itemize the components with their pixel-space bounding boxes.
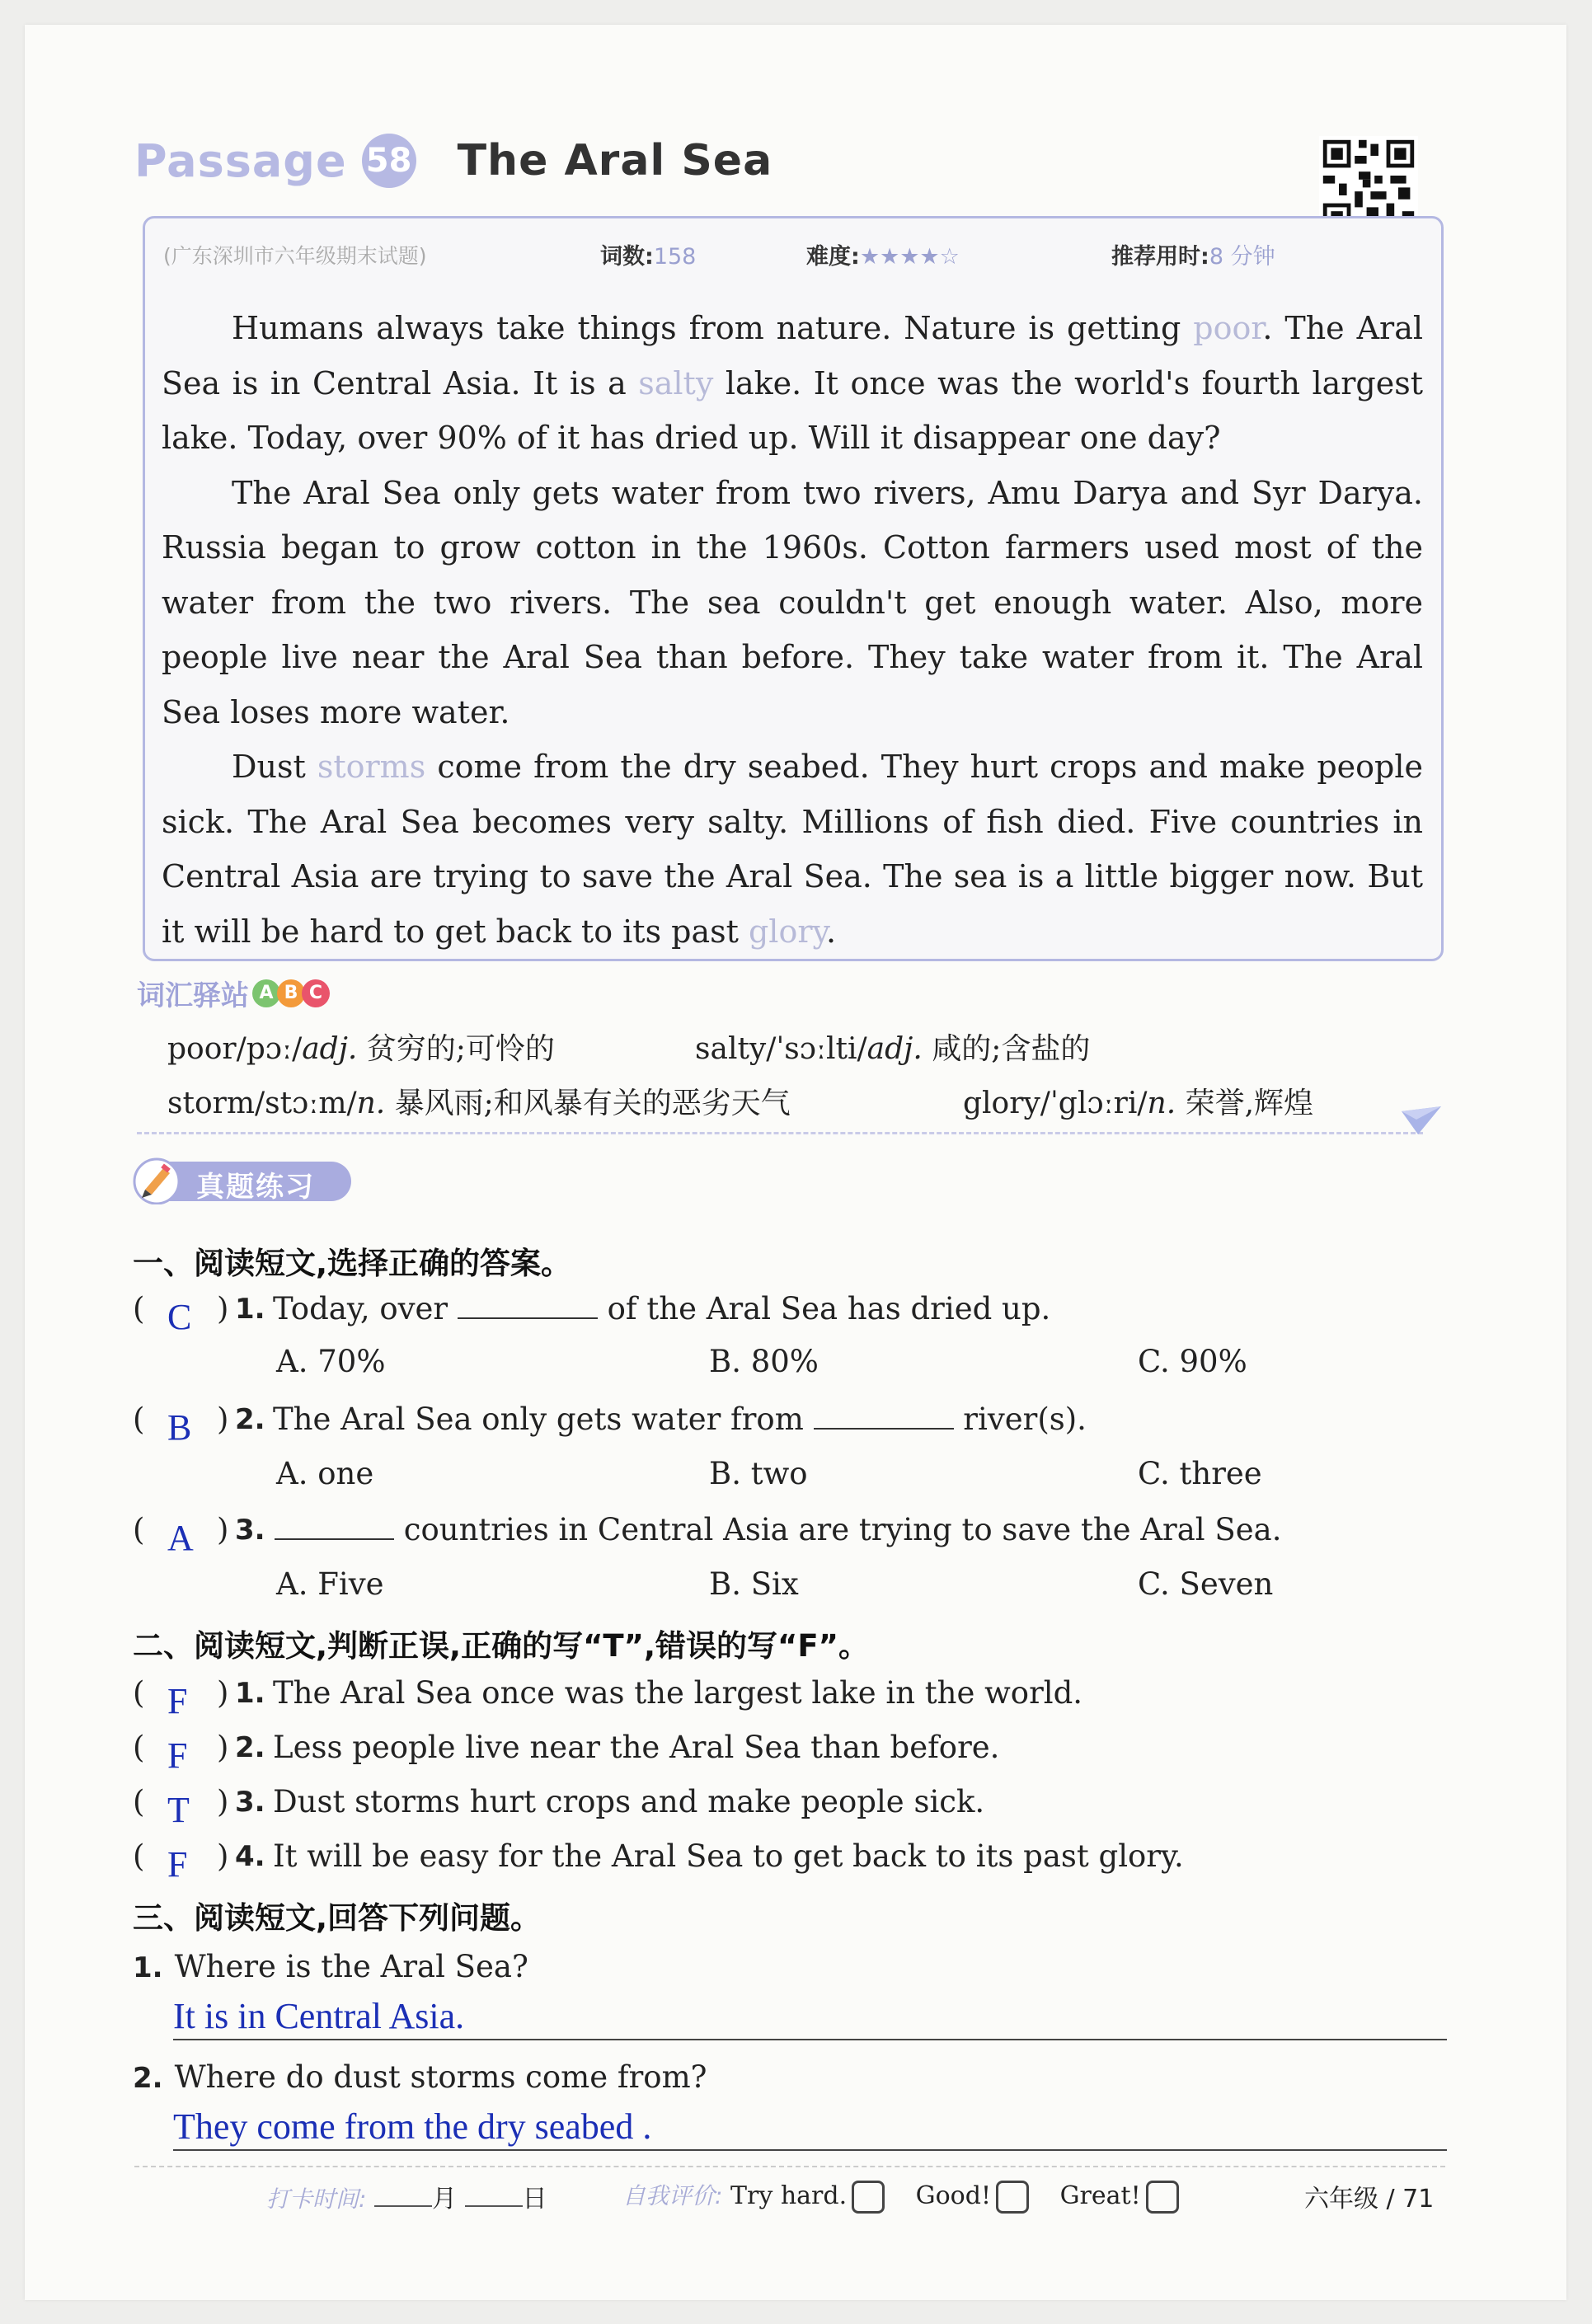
answer-blank[interactable] (814, 1403, 954, 1430)
answer-line (173, 2039, 1447, 2040)
option-a[interactable]: A. Five (276, 1566, 384, 1602)
worksheet-page (25, 25, 1566, 2300)
word-count: 词数:158 (600, 244, 697, 270)
passage-header (134, 124, 773, 198)
difficulty: 难度:★★★★☆ (806, 244, 960, 270)
answer-letter[interactable]: F (167, 1681, 188, 1721)
try-hard-checkbox[interactable] (852, 2181, 885, 2214)
mc-options-3 (276, 1566, 1430, 1616)
section1-title: 一、阅读短文,选择正确的答案。 (133, 1246, 572, 1281)
month-blank[interactable] (374, 2185, 432, 2207)
abc-icon: A B C (256, 979, 330, 1007)
grade-page-number: 六年级 / 71 (1304, 2185, 1435, 2214)
mc-question-2: ( B ) 2. The Aral Sea only gets water from river(s). (133, 1401, 1087, 1448)
recommended-time: 推荐用时:8 分钟 (1111, 244, 1275, 270)
vocab-highlight: glory (748, 913, 826, 950)
paper-plane-icon (1402, 1106, 1441, 1136)
answer-letter[interactable]: C (167, 1297, 192, 1337)
tf-question-3: ( T ) 3. Dust storms hurt crops and make people sick. (133, 1784, 985, 1830)
option-a[interactable]: A. one (276, 1456, 374, 1491)
passage-number-badge: 58 (362, 134, 416, 188)
tf-question-1: ( F ) 1. The Aral Sea once was the largest lake in the world. (133, 1675, 1083, 1721)
option-b[interactable]: B. two (709, 1456, 808, 1491)
vocab-list (167, 1022, 1404, 1131)
tf-question-4: ( F ) 4. It will be easy for the Aral Sea to get back to its past glory. (133, 1838, 1184, 1885)
open-question-1: 1. Where is the Aral Sea? (133, 1949, 528, 1984)
checkin-time: 打卡时间: 月 日 (266, 2185, 547, 2214)
answer-letter[interactable]: F (167, 1735, 188, 1776)
passage-meta (163, 233, 1326, 273)
answer-blank[interactable] (275, 1514, 394, 1540)
section2-title: 二、阅读短文,判断正误,正确的写“T”,错误的写“F”。 (133, 1628, 869, 1664)
answer-letter[interactable]: F (167, 1844, 188, 1885)
option-c[interactable]: C. Seven (1138, 1566, 1274, 1602)
passage-text (162, 301, 1423, 959)
paragraph-3: Dust storms come from the dry seabed. They hurt crops and make people sick. The Aral Sea becomes very salty. Millions of fish died. Five countries in Central Asia are trying to save the Aral Sea. The sea is a little bigger now. But it will be hard to get back to its past glory. (162, 749, 1424, 950)
option-b[interactable]: B. 80% (709, 1344, 819, 1379)
vocab-highlight: poor (1193, 310, 1263, 346)
great-checkbox[interactable] (1146, 2181, 1179, 2214)
answer-letter[interactable]: B (167, 1407, 192, 1448)
vocab-divider (137, 1132, 1423, 1134)
passage-label: Passage (134, 134, 347, 187)
source-label: (广东深圳市六年级期末试题) (163, 244, 427, 268)
practice-badge-label: 真题练习 (196, 1171, 315, 1204)
mc-question-1: ( C ) 1. Today, over of the Aral Sea has dried up. (133, 1291, 1051, 1337)
vocab-item: glory/ˈglɔːri/n. 荣誉,辉煌 (963, 1087, 1314, 1120)
vocab-item: salty/ˈsɔːlti/adj. 咸的;含盐的 (695, 1032, 1091, 1066)
good-checkbox[interactable] (996, 2181, 1029, 2214)
option-b[interactable]: B. Six (709, 1566, 799, 1602)
paragraph-1: Humans always take things from nature. Nature is getting poor. The Aral Sea is in Central Asia. It is a salty lake. It once was the world's fourth largest lake. Today, over 90% of it has dried up. Will it disappear one day? (162, 310, 1424, 456)
mc-options-1 (276, 1344, 1430, 1393)
vocab-highlight: salty (638, 364, 714, 401)
open-answer-2[interactable]: They come from the dry seabed . (173, 2106, 652, 2147)
open-answer-1[interactable]: It is in Central Asia. (173, 1996, 465, 2036)
mc-options-2 (276, 1456, 1430, 1505)
vocab-header (137, 973, 330, 1013)
vocab-highlight: storms (317, 749, 426, 785)
difficulty-stars-icon: ★★★★☆ (859, 244, 960, 270)
paragraph-2: The Aral Sea only gets water from two rivers, Amu Darya and Syr Darya. Russia began to grow cotton in the 1960s. Cotton farmers used most of the water from the two rivers. The sea couldn't get enough water. Also, more people live near the Aral Sea than before. They take water from it. The Aral Sea loses more water. (162, 474, 1423, 730)
passage-box (143, 216, 1444, 961)
option-a[interactable]: A. 70% (276, 1344, 386, 1379)
vocab-item: poor/pɔː/adj. 贫穷的;可怜的 (167, 1032, 555, 1066)
day-blank[interactable] (465, 2185, 523, 2207)
answer-letter[interactable]: A (167, 1518, 194, 1558)
option-c[interactable]: C. 90% (1138, 1344, 1247, 1379)
passage-title: The Aral Sea (457, 136, 773, 185)
vocab-title: 词汇驿站 (137, 979, 249, 1012)
answer-blank[interactable] (458, 1293, 598, 1319)
answer-letter[interactable]: T (167, 1790, 190, 1830)
vocab-item: storm/stɔːm/n. 暴风雨;和风暴有关的恶劣天气 (167, 1087, 791, 1120)
mc-question-3: ( A ) 3. countries in Central Asia are trying to save the Aral Sea. (133, 1512, 1282, 1558)
open-question-2: 2. Where do dust storms come from? (133, 2059, 707, 2095)
answer-line (173, 2149, 1447, 2151)
footer-divider (134, 2166, 1445, 2167)
self-evaluation: 自我评价: Try hard. Good! Great! (622, 2178, 1179, 2228)
option-c[interactable]: C. three (1138, 1456, 1262, 1491)
tf-question-2: ( F ) 2. Less people live near the Aral Sea than before. (133, 1730, 1000, 1776)
section3-title: 三、阅读短文,回答下列问题。 (133, 1900, 542, 1936)
